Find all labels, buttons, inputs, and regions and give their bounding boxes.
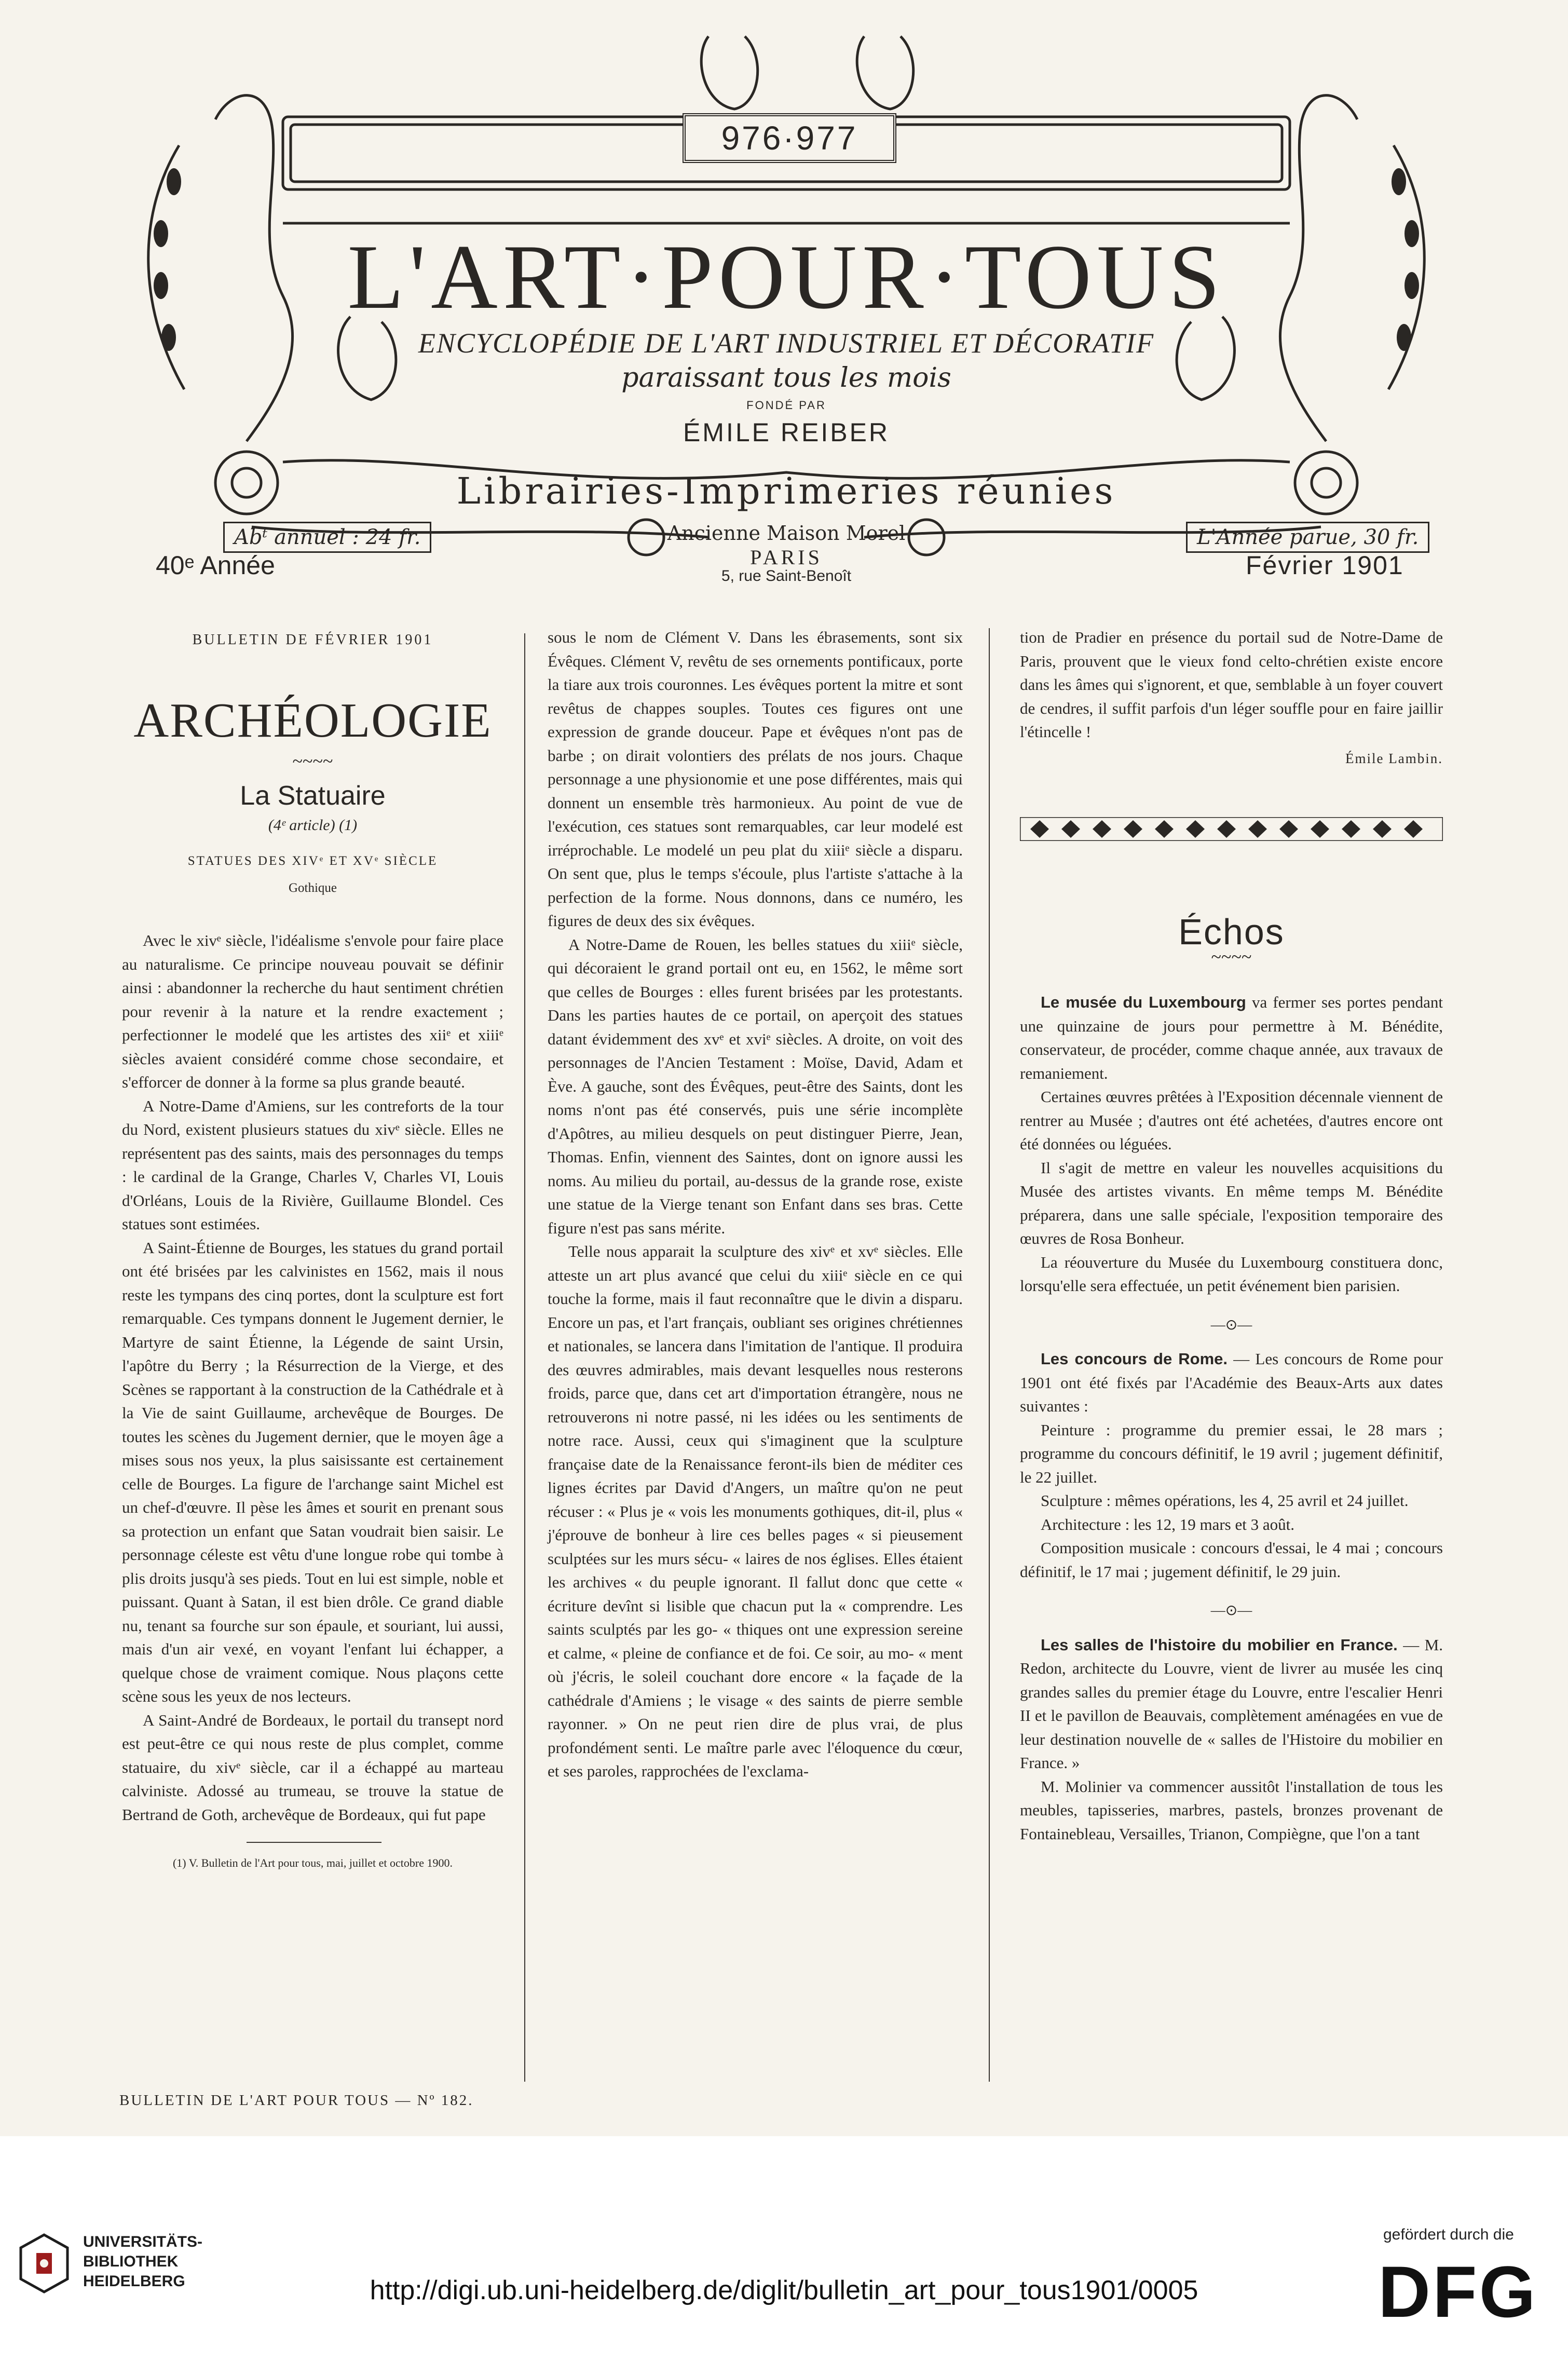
author-signature: Émile Lambin. [1345,750,1443,766]
separator: —⊙— [1210,1316,1252,1333]
institution-line: HEIDELBERG [83,2273,185,2290]
tilde-ornament: ~~~~ [292,751,333,771]
paragraph: Composition musicale : concours d'essai, le 4 mai ; concours définitif, le 17 mai ; jugement définitif, le 29 juin. [1020,1539,1443,1581]
news-item [1020,1633,1443,1775]
article-title: La Statuaire [240,781,386,811]
institution-line: UNIVERSITÄTS- [83,2233,203,2250]
paragraph: La réouverture du Musée du Luxembourg constituera donc, lorsqu'elle sera effectuée, un petit événement bien parisien. [1020,1253,1443,1295]
publisher-city: PARIS [750,546,823,569]
paragraph: Il s'agit de mettre en valeur les nouvelles acquisitions du Musée des artistes vivants. En même temps M. Bénédite préparera, dans une salle spéciale, l'exposition temporaire des œuvres de Rosa Bonheur. [1020,1158,1443,1247]
news-text: — Les concours de Rome pour 1901 ont été fixés par l'Académie des Beaux-Arts aux dates suivantes : [1020,1350,1443,1415]
masthead [112,26,1461,585]
paragraph: A Notre-Dame d'Amiens, sur les contreforts de la tour du Nord, existent plusieurs statues du xivᵉ siècle. Elles ne représentent pas des saints, mais des personnages du temps : le cardinal de la Grange, Charles V, Charles VI, Louis d'Orléans, Louis de la Rivière, Guillaume Blondel. Ces statues sont estimées. [122,1096,503,1233]
former-house: Ancienne Maison Morel [667,522,906,545]
decorative-band [1020,817,1443,841]
news-lead: Les concours de Rome. [1041,1350,1228,1368]
column-divider [524,633,525,2082]
journal-tagline: paraissant tous les mois [621,362,951,393]
news-text: — M. Redon, architecte du Louvre, vient de livrer au musée les cinq grandes salles du premier étage du Louvre, entre l'escalier Henri II et le pavillon de Beauvais, complètement aménagées en vue de leur destination nouvelle de « salles de l'Histoire du mobilier en France. » [1020,1635,1443,1772]
news-item [1020,1347,1443,1418]
paragraph: Architecture : les 12, 19 mars et 3 août. [1041,1515,1294,1533]
bulletin-heading: BULLETIN DE FÉVRIER 1901 [192,632,433,648]
footnote: (1) V. Bulletin de l'Art pour tous, mai, juillet et octobre 1900. [172,1856,453,1869]
paragraph: Avec le xivᵉ siècle, l'idéalisme s'envole pour faire place au naturalisme. Ce principe nouveau pouvait se définir ainsi : abandonner la recherche du haut sentiment chrétien pour revenir à la nature et la rendre exactement ; perfectionner le modelé que les artistes des xiiᵉ et xiiiᵉ siècles avaient considéré comme chose secondaire, et s'efforcer de donner à la forme sa plus grande beauté. [122,931,503,1091]
paragraph: A Saint-André de Bordeaux, le portail du transept nord est peut-être ce qui nous reste de plus complet, comme statuaire, du xivᵉ siècle, car il a échappé au marteau calviniste. Adossé au trumeau, se trouve la statue de Bertrand de Goth, archevêque de Bordeaux, qui fut pape [122,1711,503,1824]
paragraph: sous le nom de Clément V. Dans les ébrasements, sont six Évêques. Clément V, revêtu de ses ornements pontificaux, porte la tiare aux trois couronnes. Les évêques portent la mitre et sont revêtus de chappes souples. Toutes ces figures ont une expression de grande douceur. Pape et évêques n'ont pas de barbe ; on dirait volontiers des prélats de nos jours. Chaque personnage a une physionomie et une pose différentes, mais qui donnent un ensemble très harmonieux. Au point de vue de l'exécution, ces statues sont remarquables, car leur modelé est irréprochable. Le modelé un peu plat du xiiiᵉ siècle a disparu. On sent que, plus le temps s'écoule, plus l'artiste s'attache à la perfection de la forme. Nous donnons, dans ce numéro, les figures de deux des six évêques. [548,628,963,930]
institution-line: BIBLIOTHEK [83,2253,179,2270]
publisher-address: 5, rue Saint-Benoît [721,567,852,585]
issue-date: Février 1901 [1246,551,1404,580]
founded-label: FONDÉ PAR [746,399,826,412]
source-url[interactable]: http://digi.ub.uni-heidelberg.de/diglit/bulletin_art_pour_tous1901/0005 [370,2275,1198,2305]
volume-year: 40ᵉ Année [156,551,275,580]
column-echos [1020,626,1443,1845]
news-lead: Les salles de l'histoire du mobilier en France. [1041,1635,1398,1654]
news-text: va fermer ses portes pendant une quinzaine de jours pour permettre à M. Bénédite, conservateur, de procéder, comme chaque année, aux travaux de remaniement. [1020,993,1443,1082]
article-subtitle: (4ᵉ article) (1) [268,816,358,834]
paragraph: Telle nous apparait la sculpture des xivᵉ et xvᵉ siècles. Elle atteste un art plus avancé que celui du xiiiᵉ siècle en ce qui touche la forme, mais il faut reconnaître que le divin a disparu. Encore un pas, et l'art français, oubliant ses origines chrétiennes et nationales, se lancera dans l'imitation de l'antique. Il produira des œuvres admirables, mais devant lesquelles nous resterons froids, parce que, dans cet art d'importation étrangère, nous ne retrouverons ni notre passé, ni les idées ou les sentiments de notre race. Aussi, ceux qui s'imaginent que la sculpture française date de la Renaissance feront-ils bien de méditer ces lignes écrites par David d'Angers, un maître qu'on ne peut récuser : « Plus je « vois les monuments gothiques, dit-il, plus « j'éprouve de bonheur à lire ces belles pages « si pieusement sculptées sur les murs sécu- « laires de nos églises. Elles étaient les archives « du peuple ignorant. Il fallut donc que cette « écriture devînt si lisible que chacun put la « comprendre. Les saints sculptés par les go- « thiques ont une expression sereine et calme, « pleine de confiance et de foi. Ce soir, au mo- « ment où j'écris, le soleil couchant dore encore « la façade de la cathédrale d'Amiens ; le visage « des saints de pierre semble rayonner. » On ne peut rien dire de plus vrai, de plus profondément senti. Le maître parle avec l'éloquence du cœur, et ses paroles, rapprochées de l'exclama- [548,1242,963,1780]
column-archeologie [122,628,503,1875]
paragraph: Sculpture : mêmes opérations, les 4, 25 avril et 24 juillet. [1041,1491,1409,1510]
publisher-name: Librairies-Imprimeries réunies [456,470,1116,512]
news-item [1020,990,1443,1085]
article-topic: STATUES DES XIVᵉ ET XVᵉ SIÈCLE [187,854,438,868]
subscription-price: Abᵗ annuel : 24 fr. [223,522,431,553]
paragraph: Certaines œuvres prêtées à l'Exposition décennale viennent de rentrer au Musée ; d'autres ont été achetées, d'autres encore ont été données ou léguées. [1020,1088,1443,1153]
paragraph: tion de Pradier en présence du portail sud de Notre-Dame de Paris, prouvent que le vieux fond celto-chrétien existe encore dans les âmes qui s'ignorent, et que, semblable à un foyer couvert de cendres, il suffit parfois d'un léger souffle pour en faire jaillir l'étincelle ! [1020,628,1443,741]
page-footer: BULLETIN DE L'ART POUR TOUS — Nº 182. [119,2092,474,2109]
article-style: Gothique [288,880,337,895]
journal-title: L'ART·POUR·TOUS [347,225,1225,328]
echos-title: Échos [1178,911,1285,952]
paragraph: A Notre-Dame de Rouen, les belles statues du xiiiᵉ siècle, qui décoraient le grand portail ont eu, en 1562, le même sort que celles de Bourges : elles furent brisées par les protestants. Dans les parties hautes de ce portail, on aperçoit des statues datant évidemment des xvᵉ et xviᵉ siècles. A droite, on voit des personnages de l'Ancien Testament : Moïse, David, Adam et Ève. A gauche, sont des Évêques, peut-être des Saints, dont les noms n'ont pas été conservés, puis une série incomplète d'Apôtres, au milieu desquels on peut distinguer Pierre, Jean, Thomas. Enfin, viennent des Saintes, dont on ignore aussi les noms. Au milieu du portail, au-dessus de la grande rose, existe une statue de la Vierge tenant son Enfant dans ses bras. Cette figure n'est pas sans mérite. [548,935,963,1237]
back-year-price: L'Année parue, 30 fr. [1186,522,1429,553]
column-continuation [548,626,963,1783]
separator: —⊙— [1210,1603,1252,1619]
section-title: ARCHÉOLOGIE [133,693,492,748]
paragraph: A Saint-Étienne de Bourges, les statues du grand portail ont été brisées par les calvinistes en 1562, mais il nous reste les tympans des cinq portes, dont la sculpture est fort remarquable. Ces tympans donnent le Jugement dernier, le Martyre de saint Étienne, la Légende de saint Ursin, l'apôtre du Berry ; la Résurrection de la Vierge, et des Scènes se rapportant à la construction de la Cathédrale et à la Vie de saint Guillaume, archevêque de Bourges. De toutes les scènes du Jugement dernier, que le moyen âge a mises sous nos yeux, la plus saisissante est certainement celle de Bourges. La figure de l'archange saint Michel est un chef-d'œuvre. Il pèse les âmes et sourit en prenant sous sa protection un enfant que Satan voudrait bien saisir. Le personnage céleste est vêtu d'une longue robe qui tombe à plis droits jusqu'à ses pieds. Tout en lui est simple, noble et puissant. Quant à Satan, il est bien drôle. Ce grand diable nu, tenant sa fourche sur son épaule, et souriant, lui aussi, mais d'un air vexé, en voyant l'enfant lui échapper, a quelque chose de vraiment comique. Nous plaçons cette scène sous les yeux de nos lecteurs. [122,1238,503,1705]
paragraph: M. Molinier va commencer aussitôt l'installation de tous les meubles, tapisseries, marbres, pastels, bronzes provenant de Fontainebleau, Versailles, Trianon, Compiègne, que l'on a tant [1020,1777,1443,1843]
dfg-logo: DFG [1378,2251,1538,2332]
column-divider [989,628,990,2082]
tilde-ornament: ~~~~ [1211,946,1252,967]
journal-subtitle: ENCYCLOPÉDIE DE L'ART INDUSTRIEL ET DÉCORATIF [418,328,1155,359]
funding-label: gefördert durch die [1383,2226,1514,2243]
issue-number: 976·977 [683,113,896,163]
founder-name: ÉMILE REIBER [683,418,890,447]
footnote-rule [247,1842,381,1843]
news-lead: Le musée du Luxembourg [1041,993,1246,1011]
paragraph: Peinture : programme du premier essai, le 28 mars ; programme du concours définitif, le 19 avril ; jugement définitif, le 22 juillet. [1020,1420,1443,1486]
